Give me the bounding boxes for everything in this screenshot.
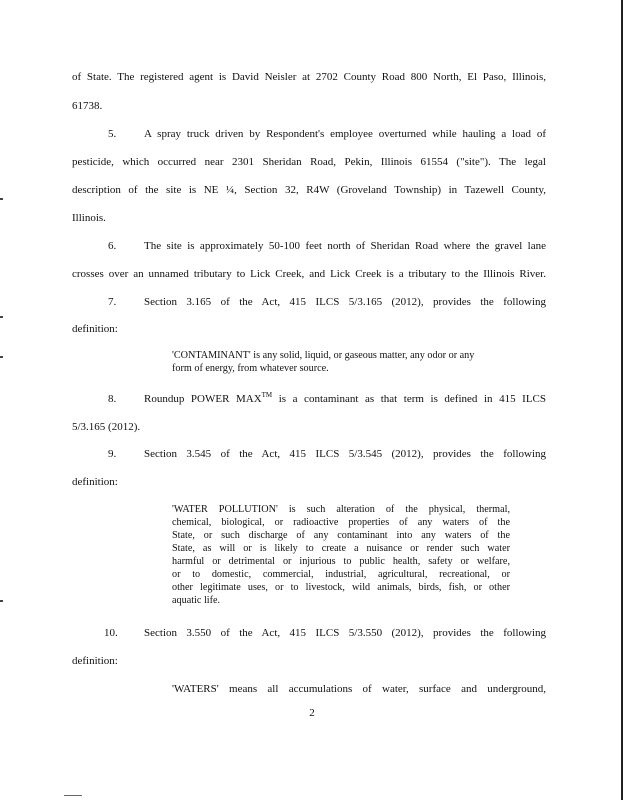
quote-line: aquatic life.	[172, 595, 221, 606]
text-line: Section 3.545 of the Act, 415 ILCS 5/3.545 (2012), provides the following	[144, 448, 546, 460]
scan-edge-mark	[0, 316, 3, 318]
quote-line: State, as will or is likely to create a nuisance or render such water	[172, 543, 510, 554]
text-line: The site is approximately 50-100 feet north of Sheridan Road where the gravel lane	[144, 240, 546, 252]
text-line: Illinois.	[72, 212, 106, 224]
text-line: definition:	[72, 323, 118, 335]
quote-line: harmful or detrimental or injurious to public health, safety or welfare,	[172, 556, 510, 567]
text-line: A spray truck driven by Respondent's employee overturned while hauling a load of	[144, 128, 546, 140]
quote-line: or to domestic, commercial, industrial, agricultural, recreational, or	[172, 569, 510, 580]
scan-edge-mark	[0, 356, 3, 358]
paragraph-number: 5.	[108, 128, 117, 140]
paragraph-number: 6.	[108, 240, 117, 252]
text-line	[144, 392, 546, 406]
text-line: of State. The registered agent is David Neisler at 2702 County Road 800 North, El Paso, Illinois,	[72, 71, 546, 83]
scan-edge-mark	[0, 600, 3, 602]
text-line: Section 3.550 of the Act, 415 ILCS 5/3.550 (2012), provides the following	[144, 627, 546, 639]
quote-line: other legitimate uses, or to livestock, wild animals, birds, fish, or other	[172, 582, 510, 593]
quote-line: form of energy, from whatever source.	[172, 363, 329, 374]
quote-line: chemical, biological, or radioactive properties of any waters of the	[172, 517, 510, 528]
paragraph-number: 7.	[108, 296, 117, 308]
text-line: definition:	[72, 655, 118, 667]
block-quote	[172, 349, 518, 375]
paragraph-number: 10.	[104, 627, 118, 639]
text-line: 61738.	[72, 100, 103, 112]
paragraph-number: 8.	[108, 393, 117, 405]
product-name: Roundup POWER MAX	[144, 393, 262, 405]
trademark-sup: TM	[261, 391, 273, 399]
text-line: 5/3.165 (2012).	[72, 421, 141, 433]
text-line: description of the site is NE ¼, Section 32, R4W (Groveland Township) in Tazewell County,	[72, 184, 546, 196]
text-line: pesticide, which occurred near 2301 Sheridan Road, Pekin, Illinois 61554 ("site"). The legal	[72, 156, 546, 168]
scan-bottom-mark	[64, 795, 82, 796]
quote-line: State, or such discharge of any contaminant into any waters of the	[172, 530, 510, 541]
text-line: crosses over an unnamed tributary to Lick Creek, and Lick Creek is a tributary to the Illinois River.	[72, 268, 546, 280]
quote-line: 'CONTAMINANT' is any solid, liquid, or gaseous matter, any odor or any	[172, 350, 475, 361]
text-line: Section 3.165 of the Act, 415 ILCS 5/3.165 (2012), provides the following	[144, 296, 546, 308]
page-number: 2	[309, 707, 315, 719]
block-quote	[172, 503, 510, 607]
scan-edge-mark	[0, 198, 3, 200]
quote-line: 'WATERS' means all accumulations of water, surface and underground,	[172, 683, 546, 695]
text-line: definition:	[72, 476, 118, 488]
paragraph-number: 9.	[108, 448, 117, 460]
quote-line: 'WATER POLLUTION' is such alteration of the physical, thermal,	[172, 504, 510, 515]
text-fragment: is a contaminant as that term is defined in 415 ILCS	[272, 393, 546, 405]
